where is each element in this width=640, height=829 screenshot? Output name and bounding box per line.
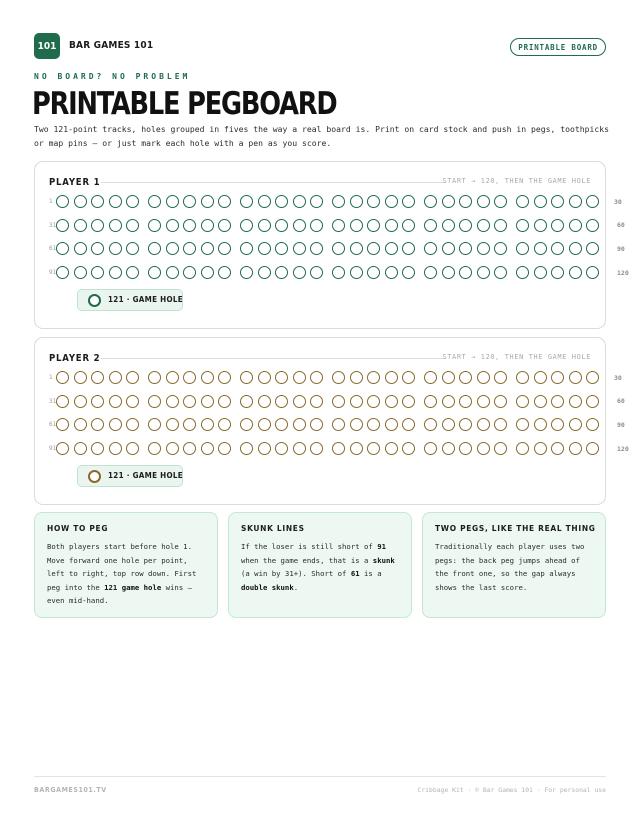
- peg-hole[interactable]: [91, 418, 104, 431]
- peg-hole[interactable]: [293, 418, 306, 431]
- peg-hole[interactable]: [459, 266, 472, 279]
- divider: [101, 358, 445, 359]
- peg-hole[interactable]: [166, 395, 179, 408]
- peg-hole[interactable]: [551, 195, 564, 208]
- peg-hole[interactable]: [367, 242, 380, 255]
- peg-hole[interactable]: [586, 242, 599, 255]
- peg-hole[interactable]: [586, 395, 599, 408]
- peg-hole[interactable]: [183, 266, 196, 279]
- peg-hole[interactable]: [551, 371, 564, 384]
- peg-hole[interactable]: [166, 242, 179, 255]
- peg-hole[interactable]: [109, 266, 122, 279]
- eyebrow: NO BOARD? NO PROBLEM: [34, 72, 191, 81]
- track-title: PLAYER 2: [49, 353, 101, 364]
- peg-hole[interactable]: [424, 195, 437, 208]
- peg-hole[interactable]: [477, 395, 490, 408]
- top-bar: [34, 33, 606, 61]
- peg-hole[interactable]: [424, 219, 437, 232]
- peg-hole[interactable]: [424, 371, 437, 384]
- peg-hole[interactable]: [183, 395, 196, 408]
- peg-hole[interactable]: [586, 371, 599, 384]
- peg-hole[interactable]: [477, 219, 490, 232]
- info-card-two-pegs: [422, 512, 606, 618]
- peg-hole[interactable]: [459, 195, 472, 208]
- peg-hole[interactable]: [332, 242, 345, 255]
- peg-hole[interactable]: [293, 219, 306, 232]
- peg-hole[interactable]: [258, 371, 271, 384]
- peg-hole[interactable]: [402, 442, 415, 455]
- peg-hole[interactable]: [459, 418, 472, 431]
- peg-hole[interactable]: [218, 219, 231, 232]
- peg-hole[interactable]: [367, 219, 380, 232]
- peg-hole[interactable]: [293, 266, 306, 279]
- intro-text: Two 121-point tracks, holes grouped in fives the way a real board is. Print on card stock and push in pegs, toothpicks or map pins — or just mark each hole with a pen as you score.: [34, 124, 609, 148]
- peg-hole[interactable]: [586, 219, 599, 232]
- peg-hole[interactable]: [350, 418, 363, 431]
- peg-hole[interactable]: [56, 371, 69, 384]
- peg-hole[interactable]: [494, 219, 507, 232]
- peg-hole[interactable]: [258, 219, 271, 232]
- row-end-label: 30: [614, 198, 622, 206]
- peg-hole[interactable]: [494, 418, 507, 431]
- peg-hole[interactable]: [385, 442, 398, 455]
- peg-hole[interactable]: [551, 442, 564, 455]
- track-title: PLAYER 1: [49, 177, 101, 188]
- printable-board-badge: PRINTABLE BOARD: [510, 38, 606, 56]
- row-start-label: 61: [49, 245, 57, 252]
- peg-hole[interactable]: [424, 395, 437, 408]
- peg-hole[interactable]: [477, 266, 490, 279]
- peg-hole[interactable]: [148, 418, 161, 431]
- peg-hole[interactable]: [148, 219, 161, 232]
- track-hint: START → 120, THEN THE GAME HOLE: [442, 177, 591, 185]
- peg-hole[interactable]: [534, 242, 547, 255]
- peg-hole[interactable]: [477, 418, 490, 431]
- peg-hole[interactable]: [385, 266, 398, 279]
- peg-hole[interactable]: [218, 442, 231, 455]
- player-1-track: [34, 161, 629, 329]
- peg-hole[interactable]: [56, 242, 69, 255]
- peg-hole[interactable]: [126, 266, 139, 279]
- peg-hole[interactable]: [350, 219, 363, 232]
- peg-hole[interactable]: [148, 266, 161, 279]
- peg-hole[interactable]: [569, 442, 582, 455]
- peg-hole[interactable]: [148, 195, 161, 208]
- info-card-title: TWO PEGS, LIKE THE REAL THING: [435, 523, 596, 533]
- peg-hole[interactable]: [240, 219, 253, 232]
- peg-hole[interactable]: [569, 418, 582, 431]
- row-start-label: 31: [49, 398, 57, 405]
- peg-hole[interactable]: [183, 371, 196, 384]
- peg-hole[interactable]: [516, 418, 529, 431]
- peg-hole[interactable]: [310, 266, 323, 279]
- peg-hole[interactable]: [126, 395, 139, 408]
- peg-hole[interactable]: [367, 442, 380, 455]
- peg-hole[interactable]: [56, 442, 69, 455]
- peg-hole[interactable]: [109, 195, 122, 208]
- peg-hole[interactable]: [218, 266, 231, 279]
- row-end-label: 120: [617, 445, 629, 453]
- peg-hole[interactable]: [551, 242, 564, 255]
- peg-hole[interactable]: [385, 219, 398, 232]
- peg-hole[interactable]: [109, 242, 122, 255]
- info-card-body: Both players start before hole 1. Move forward one hole per point, left to right, top row down. First peg into the 121 game hole wins — even mid-hand.: [47, 542, 197, 606]
- peg-hole[interactable]: [459, 395, 472, 408]
- peg-hole[interactable]: [551, 219, 564, 232]
- game-hole-label: 121 · GAME HOLE: [108, 295, 183, 304]
- peg-hole[interactable]: [332, 395, 345, 408]
- footer-divider: [34, 776, 606, 777]
- peg-hole[interactable]: [148, 395, 161, 408]
- peg-hole[interactable]: [201, 242, 214, 255]
- peg-hole[interactable]: [240, 371, 253, 384]
- peg-hole[interactable]: [310, 395, 323, 408]
- footer-credits: Cribbage Kit · © Bar Games 101 · For personal use: [417, 786, 606, 794]
- peg-hole[interactable]: [534, 395, 547, 408]
- player-2-track: [34, 337, 629, 505]
- peg-hole[interactable]: [74, 242, 87, 255]
- peg-hole[interactable]: [275, 195, 288, 208]
- peg-hole[interactable]: [586, 195, 599, 208]
- peg-hole[interactable]: [459, 219, 472, 232]
- peg-hole[interactable]: [74, 219, 87, 232]
- peg-hole[interactable]: [74, 442, 87, 455]
- peg-hole[interactable]: [126, 195, 139, 208]
- peg-hole[interactable]: [332, 418, 345, 431]
- peg-hole[interactable]: [586, 266, 599, 279]
- peg-hole[interactable]: [218, 242, 231, 255]
- peg-hole[interactable]: [332, 195, 345, 208]
- peg-hole[interactable]: [56, 266, 69, 279]
- row-end-label: 90: [617, 245, 625, 253]
- peg-hole[interactable]: [56, 395, 69, 408]
- peg-hole[interactable]: [385, 418, 398, 431]
- peg-hole[interactable]: [477, 371, 490, 384]
- peg-hole[interactable]: [442, 195, 455, 208]
- peg-hole[interactable]: [442, 266, 455, 279]
- peg-hole[interactable]: [310, 242, 323, 255]
- peg-hole[interactable]: [258, 242, 271, 255]
- row-end-label: 30: [614, 374, 622, 382]
- peg-hole[interactable]: [385, 195, 398, 208]
- peg-hole[interactable]: [201, 418, 214, 431]
- row-start-label: 31: [49, 222, 57, 229]
- peg-hole[interactable]: [424, 266, 437, 279]
- peg-hole[interactable]: [126, 371, 139, 384]
- peg-hole[interactable]: [166, 195, 179, 208]
- peg-hole[interactable]: [516, 195, 529, 208]
- peg-hole[interactable]: [74, 195, 87, 208]
- peg-hole[interactable]: [183, 195, 196, 208]
- peg-hole[interactable]: [126, 242, 139, 255]
- peg-hole[interactable]: [275, 442, 288, 455]
- info-card-title: SKUNK LINES: [241, 523, 305, 533]
- peg-hole[interactable]: [350, 195, 363, 208]
- peg-hole[interactable]: [569, 395, 582, 408]
- row-end-label: 60: [617, 221, 625, 229]
- peg-hole[interactable]: [367, 195, 380, 208]
- peg-hole[interactable]: [293, 195, 306, 208]
- peg-hole[interactable]: [310, 371, 323, 384]
- peg-hole[interactable]: [240, 395, 253, 408]
- peg-hole[interactable]: [350, 442, 363, 455]
- peg-hole[interactable]: [275, 418, 288, 431]
- peg-hole[interactable]: [275, 242, 288, 255]
- row-end-label: 120: [617, 269, 629, 277]
- peg-hole[interactable]: [569, 266, 582, 279]
- peg-hole[interactable]: [293, 395, 306, 408]
- peg-hole[interactable]: [385, 371, 398, 384]
- peg-hole[interactable]: [183, 442, 196, 455]
- peg-hole[interactable]: [402, 418, 415, 431]
- peg-hole[interactable]: [275, 219, 288, 232]
- peg-hole[interactable]: [332, 266, 345, 279]
- peg-hole[interactable]: [166, 219, 179, 232]
- peg-hole[interactable]: [494, 442, 507, 455]
- peg-hole[interactable]: [494, 242, 507, 255]
- game-hole-icon: [88, 470, 101, 483]
- peg-hole[interactable]: [385, 395, 398, 408]
- peg-hole[interactable]: [569, 242, 582, 255]
- peg-hole[interactable]: [258, 442, 271, 455]
- peg-hole[interactable]: [218, 371, 231, 384]
- brand-logo: 101: [34, 33, 60, 59]
- peg-hole[interactable]: [459, 242, 472, 255]
- peg-hole[interactable]: [56, 219, 69, 232]
- peg-hole[interactable]: [240, 418, 253, 431]
- peg-hole[interactable]: [494, 371, 507, 384]
- peg-hole[interactable]: [459, 371, 472, 384]
- peg-hole[interactable]: [74, 371, 87, 384]
- peg-hole[interactable]: [126, 418, 139, 431]
- info-card-body: If the loser is still short of 91 when the game ends, that is a skunk (a win by 31+). Short of 61 is a double skunk.: [241, 542, 395, 592]
- peg-hole[interactable]: [459, 442, 472, 455]
- peg-hole[interactable]: [148, 371, 161, 384]
- peg-hole[interactable]: [350, 395, 363, 408]
- peg-hole[interactable]: [56, 195, 69, 208]
- peg-hole[interactable]: [516, 242, 529, 255]
- peg-hole[interactable]: [74, 395, 87, 408]
- peg-hole[interactable]: [424, 442, 437, 455]
- peg-hole[interactable]: [91, 219, 104, 232]
- peg-hole[interactable]: [367, 371, 380, 384]
- peg-hole[interactable]: [534, 266, 547, 279]
- peg-hole[interactable]: [442, 395, 455, 408]
- peg-hole[interactable]: [166, 266, 179, 279]
- peg-hole[interactable]: [569, 371, 582, 384]
- peg-hole[interactable]: [91, 266, 104, 279]
- peg-hole[interactable]: [442, 418, 455, 431]
- peg-hole[interactable]: [201, 195, 214, 208]
- peg-hole[interactable]: [551, 418, 564, 431]
- peg-hole[interactable]: [477, 242, 490, 255]
- game-hole-chip: [77, 465, 183, 487]
- track-hint: START → 120, THEN THE GAME HOLE: [442, 353, 591, 361]
- peg-hole[interactable]: [586, 418, 599, 431]
- peg-hole[interactable]: [442, 371, 455, 384]
- peg-hole[interactable]: [516, 371, 529, 384]
- peg-hole[interactable]: [258, 395, 271, 408]
- peg-hole[interactable]: [91, 395, 104, 408]
- peg-hole[interactable]: [402, 395, 415, 408]
- peg-hole[interactable]: [494, 266, 507, 279]
- peg-hole[interactable]: [293, 371, 306, 384]
- peg-hole[interactable]: [148, 242, 161, 255]
- peg-hole[interactable]: [516, 266, 529, 279]
- divider: [101, 182, 445, 183]
- row-end-label: 60: [617, 397, 625, 405]
- peg-hole[interactable]: [91, 242, 104, 255]
- peg-hole[interactable]: [350, 242, 363, 255]
- info-card-body: Traditionally each player uses two pegs: the back peg jumps ahead of the front one, so the gap always shows the last score.: [435, 542, 585, 592]
- peg-hole[interactable]: [402, 219, 415, 232]
- peg-hole[interactable]: [332, 442, 345, 455]
- peg-hole[interactable]: [310, 195, 323, 208]
- peg-hole[interactable]: [350, 266, 363, 279]
- peg-hole[interactable]: [516, 219, 529, 232]
- row-start-label: 61: [49, 421, 57, 428]
- peg-hole[interactable]: [201, 266, 214, 279]
- peg-hole[interactable]: [367, 395, 380, 408]
- peg-hole[interactable]: [258, 195, 271, 208]
- peg-hole[interactable]: [586, 442, 599, 455]
- peg-hole[interactable]: [258, 266, 271, 279]
- peg-hole[interactable]: [183, 242, 196, 255]
- peg-hole[interactable]: [109, 371, 122, 384]
- peg-hole[interactable]: [424, 418, 437, 431]
- peg-hole[interactable]: [534, 371, 547, 384]
- peg-hole[interactable]: [442, 219, 455, 232]
- peg-hole[interactable]: [367, 266, 380, 279]
- peg-hole[interactable]: [332, 219, 345, 232]
- peg-hole[interactable]: [494, 395, 507, 408]
- peg-hole[interactable]: [477, 442, 490, 455]
- peg-hole[interactable]: [385, 242, 398, 255]
- peg-hole[interactable]: [310, 219, 323, 232]
- peg-hole[interactable]: [166, 418, 179, 431]
- peg-hole[interactable]: [551, 395, 564, 408]
- footer-site: BARGAMES101.TV: [34, 786, 107, 794]
- page-title: PRINTABLE PEGBOARD: [32, 86, 337, 122]
- peg-hole[interactable]: [402, 242, 415, 255]
- peg-hole[interactable]: [275, 266, 288, 279]
- peg-hole[interactable]: [218, 195, 231, 208]
- peg-hole[interactable]: [310, 418, 323, 431]
- info-card-how-to-peg: [34, 512, 218, 618]
- peg-hole[interactable]: [148, 442, 161, 455]
- peg-hole[interactable]: [442, 442, 455, 455]
- row-start-label: 1: [49, 198, 53, 205]
- peg-hole[interactable]: [91, 371, 104, 384]
- peg-hole[interactable]: [350, 371, 363, 384]
- peg-hole[interactable]: [534, 418, 547, 431]
- peg-hole[interactable]: [258, 418, 271, 431]
- row-start-label: 91: [49, 445, 57, 452]
- peg-hole[interactable]: [201, 371, 214, 384]
- peg-hole[interactable]: [240, 266, 253, 279]
- peg-hole[interactable]: [109, 219, 122, 232]
- row-start-label: 91: [49, 269, 57, 276]
- peg-hole[interactable]: [534, 219, 547, 232]
- peg-hole[interactable]: [166, 371, 179, 384]
- peg-hole[interactable]: [442, 242, 455, 255]
- peg-hole[interactable]: [240, 242, 253, 255]
- brand-name: BAR GAMES 101: [69, 40, 154, 51]
- peg-hole[interactable]: [74, 266, 87, 279]
- peg-hole[interactable]: [183, 219, 196, 232]
- info-card-title: HOW TO PEG: [47, 523, 109, 533]
- game-hole-label: 121 · GAME HOLE: [108, 471, 183, 480]
- row-end-label: 90: [617, 421, 625, 429]
- peg-hole[interactable]: [240, 195, 253, 208]
- peg-hole[interactable]: [494, 195, 507, 208]
- peg-hole[interactable]: [201, 442, 214, 455]
- peg-hole[interactable]: [275, 395, 288, 408]
- row-start-label: 1: [49, 374, 53, 381]
- peg-hole[interactable]: [275, 371, 288, 384]
- peg-hole[interactable]: [402, 266, 415, 279]
- game-hole-icon: [88, 294, 101, 307]
- peg-hole[interactable]: [240, 442, 253, 455]
- peg-hole[interactable]: [91, 442, 104, 455]
- peg-hole[interactable]: [424, 242, 437, 255]
- peg-hole[interactable]: [569, 219, 582, 232]
- peg-hole[interactable]: [218, 418, 231, 431]
- peg-hole[interactable]: [126, 219, 139, 232]
- peg-hole[interactable]: [109, 395, 122, 408]
- peg-hole[interactable]: [569, 195, 582, 208]
- peg-hole[interactable]: [534, 442, 547, 455]
- peg-hole[interactable]: [477, 195, 490, 208]
- peg-hole[interactable]: [402, 195, 415, 208]
- peg-hole[interactable]: [91, 195, 104, 208]
- peg-hole[interactable]: [310, 442, 323, 455]
- peg-hole[interactable]: [56, 418, 69, 431]
- peg-hole[interactable]: [166, 442, 179, 455]
- peg-hole[interactable]: [183, 418, 196, 431]
- peg-hole[interactable]: [109, 442, 122, 455]
- peg-hole[interactable]: [367, 418, 380, 431]
- peg-hole[interactable]: [126, 442, 139, 455]
- peg-hole[interactable]: [201, 395, 214, 408]
- peg-hole[interactable]: [74, 418, 87, 431]
- peg-hole[interactable]: [218, 395, 231, 408]
- peg-hole[interactable]: [109, 418, 122, 431]
- peg-hole[interactable]: [516, 442, 529, 455]
- peg-hole[interactable]: [516, 395, 529, 408]
- peg-hole[interactable]: [534, 195, 547, 208]
- peg-hole[interactable]: [293, 242, 306, 255]
- peg-hole[interactable]: [551, 266, 564, 279]
- peg-hole[interactable]: [402, 371, 415, 384]
- game-hole-chip: [77, 289, 183, 311]
- info-card-skunk-lines: [228, 512, 412, 618]
- peg-hole[interactable]: [332, 371, 345, 384]
- peg-hole[interactable]: [201, 219, 214, 232]
- peg-hole[interactable]: [293, 442, 306, 455]
